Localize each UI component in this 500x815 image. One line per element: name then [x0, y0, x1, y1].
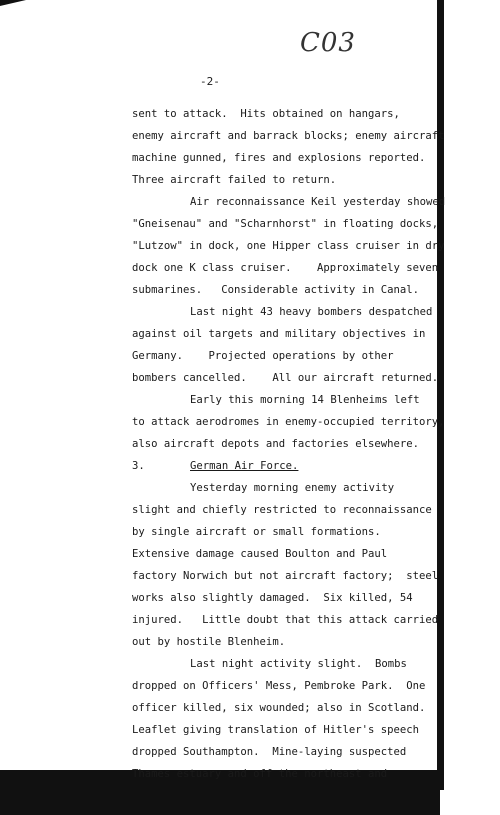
text-line: dropped Southampton. Mine-laying suspected — [132, 746, 407, 758]
page-number: -2- — [200, 75, 220, 88]
text-line: by single aircraft or small formations. — [132, 526, 381, 538]
section-heading: German Air Force. — [190, 460, 299, 472]
text-line: slight and chiefly restricted to reconnaissance — [132, 504, 432, 516]
text-line: enemy aircraft and barrack blocks; enemy aircraft — [132, 130, 445, 142]
text-line: Last night 43 heavy bombers despatched — [190, 306, 433, 318]
corner-mark — [0, 0, 26, 6]
scan-edge-right — [437, 0, 444, 790]
handwritten-mark: C03 — [300, 28, 356, 58]
text-line: "Lutzow" in dock, one Hipper class cruiser in dry — [132, 240, 445, 252]
text-line: Air reconnaissance Keil yesterday showed — [190, 196, 446, 208]
text-line: works also slightly damaged. Six killed, 54 — [132, 592, 413, 604]
text-line: submarines. Considerable activity in Canal. — [132, 284, 420, 296]
text-line: also aircraft depots and factories elsewhere. — [132, 438, 420, 450]
text-line: Thames estuary and off the northeast and — [132, 768, 388, 780]
text-line: dock one K class cruiser. Approximately seven — [132, 262, 439, 274]
text-line: "Gneisenau" and "Scharnhorst" in floating docks, — [132, 218, 439, 230]
text-line: sent to attack. Hits obtained on hangars, — [132, 108, 400, 120]
text-line: dropped on Officers' Mess, Pembroke Park. One — [132, 680, 426, 692]
text-line: Early this morning 14 Blenheims left — [190, 394, 420, 406]
text-line: Last night activity slight. Bombs — [190, 658, 407, 670]
text-line: Leaflet giving translation of Hitler's speech — [132, 724, 420, 736]
text-line: Yesterday morning enemy activity — [190, 482, 395, 494]
text-line: injured. Little doubt that this attack carried — [132, 614, 439, 626]
text-line: out by hostile Blenheim. — [132, 636, 286, 648]
text-line: factory Norwich but not aircraft factory; steel — [132, 570, 439, 582]
text-line: machine gunned, fires and explosions reported. — [132, 152, 426, 164]
section-number: 3. — [132, 460, 145, 472]
text-line: bombers cancelled. All our aircraft returned. — [132, 372, 439, 384]
text-line: to attack aerodromes in enemy-occupied territory, — [132, 416, 445, 428]
text-line: Germany. Projected operations by other — [132, 350, 394, 362]
text-line: Extensive damage caused Boulton and Paul — [132, 548, 388, 560]
text-line: officer killed, six wounded; also in Scotland. — [132, 702, 426, 714]
text-line: Three aircraft failed to return. — [132, 174, 337, 186]
text-line: against oil targets and military objectives in — [132, 328, 426, 340]
